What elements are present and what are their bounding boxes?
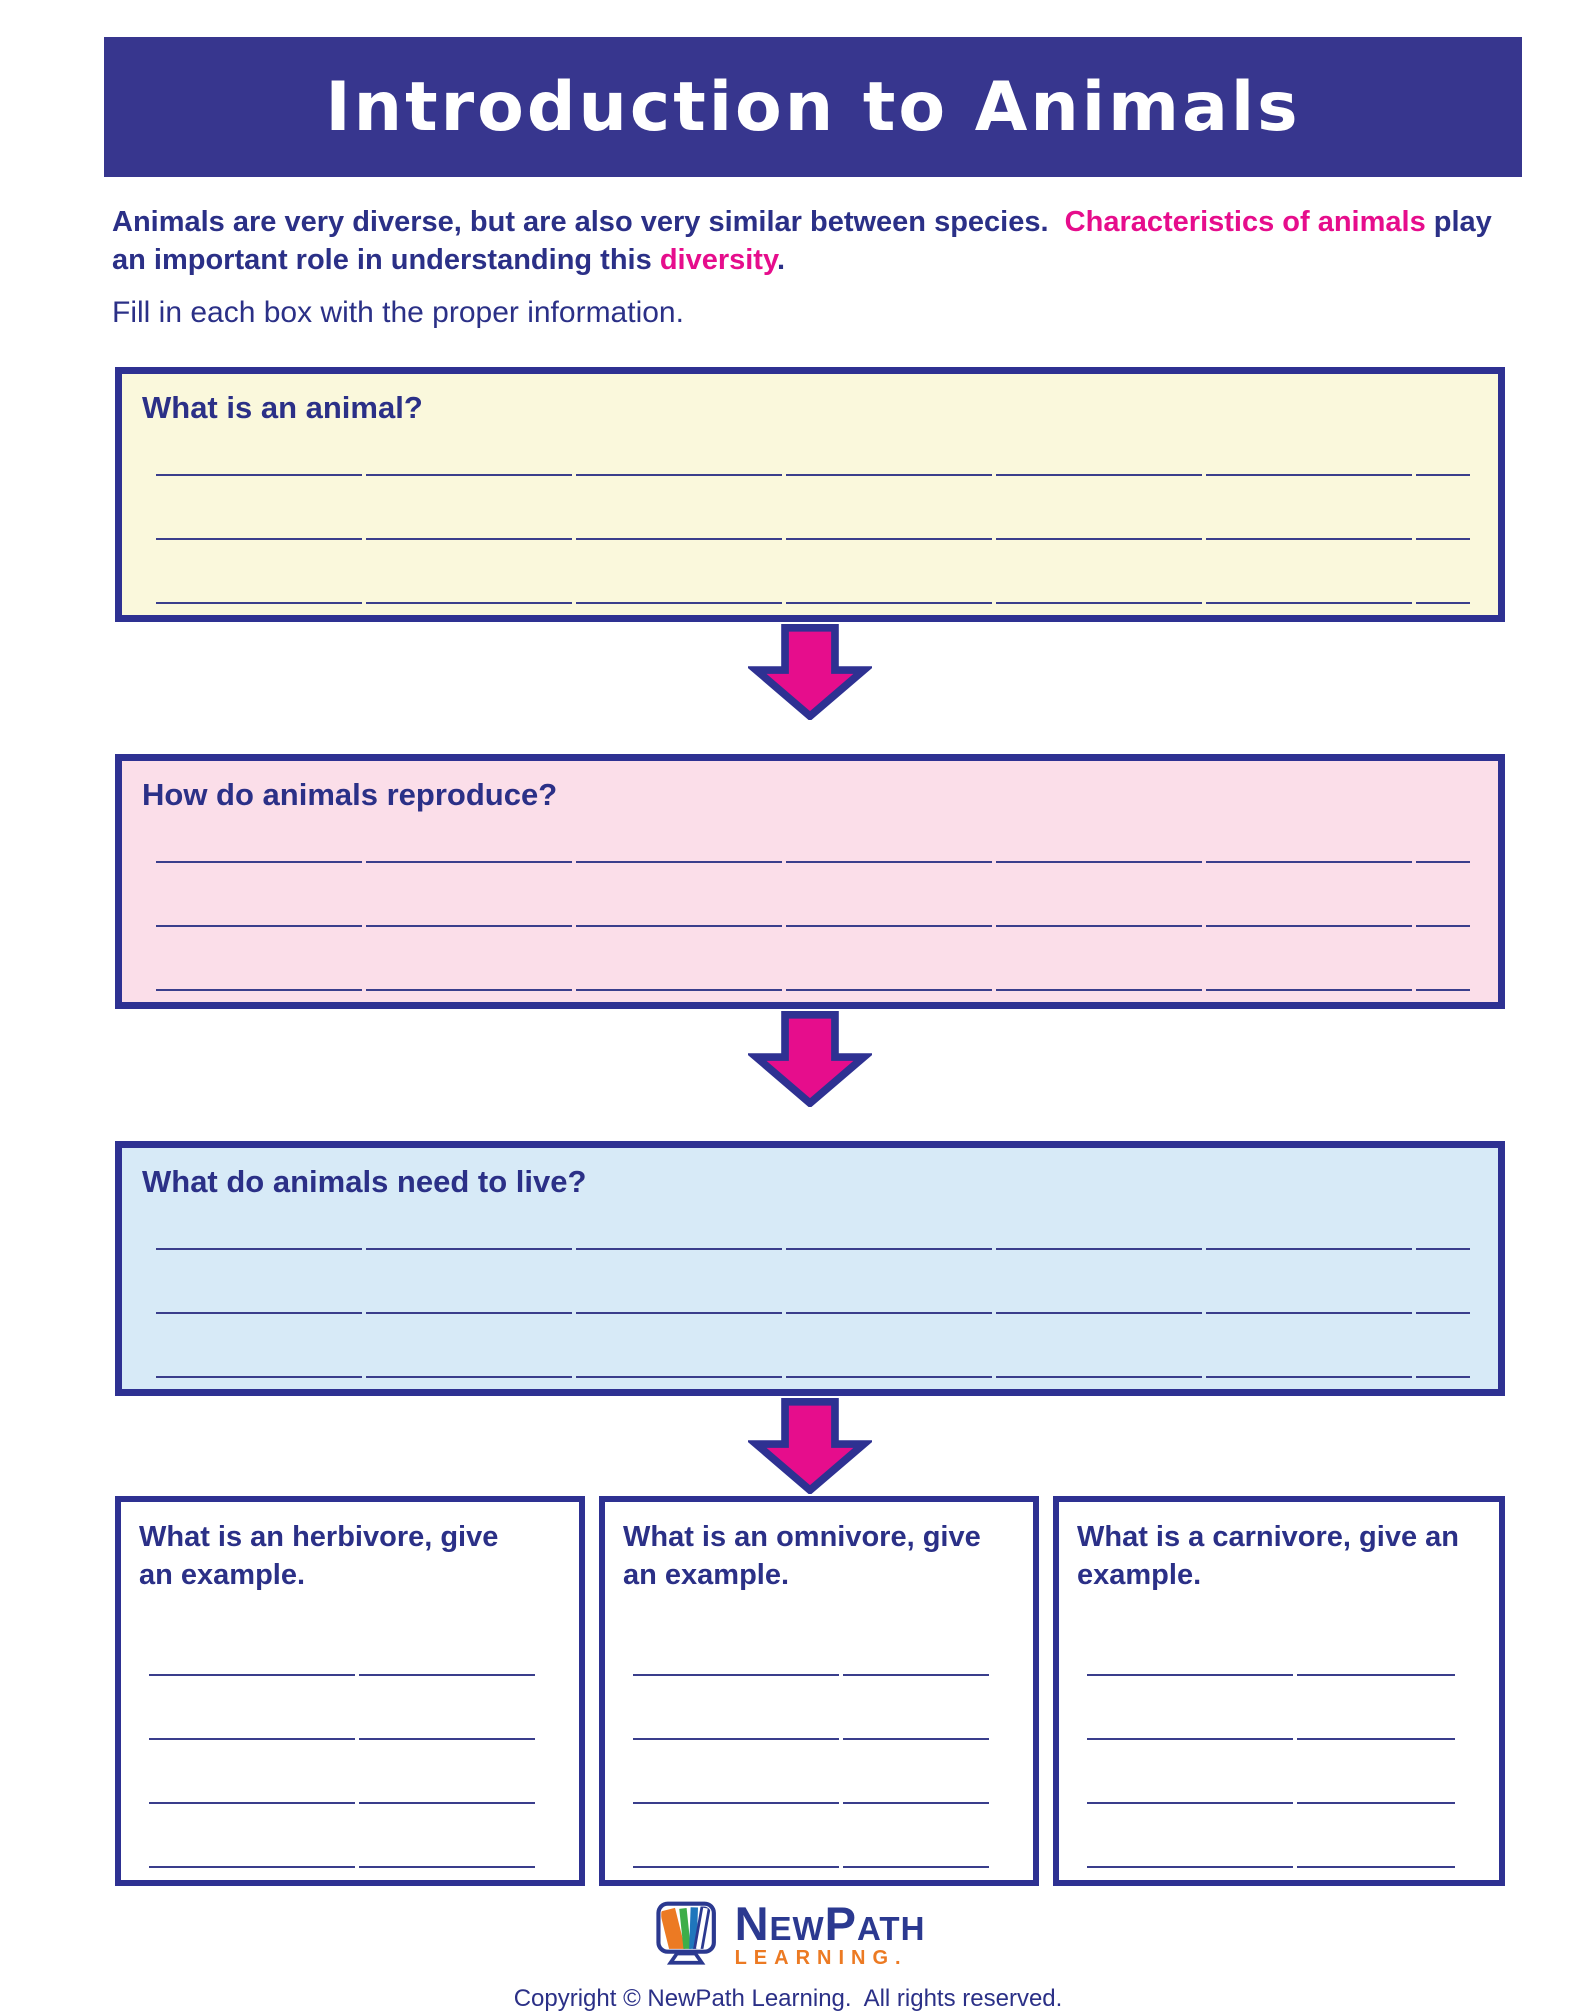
logo-text bbox=[734, 1897, 926, 1972]
box-title-herbivore: What is an herbivore, give an example. bbox=[139, 1521, 499, 1591]
answer-lines bbox=[156, 861, 1470, 991]
answer-line[interactable] bbox=[1087, 1802, 1455, 1804]
logo-wordmark: NewPath bbox=[734, 1897, 926, 1950]
answer-line[interactable] bbox=[156, 1248, 1470, 1250]
intro-highlight-characteristics: Characteristics of animals bbox=[1064, 206, 1426, 238]
box-what-is-an-animal bbox=[115, 367, 1505, 622]
answer-line[interactable] bbox=[633, 1866, 989, 1868]
newpath-logo bbox=[651, 1897, 926, 1972]
instruction-text: Fill in each box with the proper information. bbox=[112, 296, 684, 329]
answer-line[interactable] bbox=[156, 538, 1470, 540]
answer-line[interactable] bbox=[156, 474, 1470, 476]
box-title-carnivore: What is a carnivore, give an example. bbox=[1077, 1521, 1459, 1591]
intro-text-1: Animals are very diverse, but are also very similar between species. bbox=[112, 206, 1065, 238]
box-herbivore bbox=[115, 1496, 585, 1886]
intro-highlight-diversity: diversity bbox=[659, 244, 777, 276]
flow-arrow-3 bbox=[115, 1396, 1505, 1492]
down-arrow-icon bbox=[748, 1398, 872, 1494]
intro-text-2: play an important role in understanding this bbox=[112, 206, 1500, 276]
answer-line[interactable] bbox=[156, 602, 1470, 604]
box-omnivore bbox=[599, 1496, 1039, 1886]
answer-line[interactable] bbox=[1087, 1738, 1455, 1740]
answer-line[interactable] bbox=[149, 1738, 535, 1740]
answer-line[interactable] bbox=[1087, 1674, 1455, 1676]
answer-lines bbox=[149, 1674, 535, 1868]
answer-lines bbox=[633, 1674, 989, 1868]
box-what-do-animals-need-to-live bbox=[115, 1141, 1505, 1396]
intro-text-3: . bbox=[776, 244, 786, 276]
copyright-text: Copyright © NewPath Learning. All rights reserved. bbox=[513, 1985, 1063, 2012]
answer-line[interactable] bbox=[156, 1376, 1470, 1378]
flow-arrow-1 bbox=[115, 622, 1505, 718]
box-carnivore bbox=[1053, 1496, 1505, 1886]
page-title: Introduction to Animals bbox=[325, 67, 1301, 147]
box-title-what-is-an-animal: What is an animal? bbox=[142, 390, 423, 425]
answer-line[interactable] bbox=[149, 1674, 535, 1676]
flow-arrow-2 bbox=[115, 1009, 1505, 1105]
answer-line[interactable] bbox=[633, 1802, 989, 1804]
box-how-do-animals-reproduce bbox=[115, 754, 1505, 1009]
answer-line[interactable] bbox=[149, 1802, 535, 1804]
footer bbox=[0, 1897, 1576, 2013]
answer-line[interactable] bbox=[633, 1674, 989, 1676]
answer-line[interactable] bbox=[149, 1866, 535, 1868]
answer-line[interactable] bbox=[1087, 1866, 1455, 1868]
logo-subtext: LEARNING. bbox=[734, 1947, 908, 1969]
answer-line[interactable] bbox=[156, 989, 1470, 991]
newpath-logo-icon bbox=[651, 1900, 725, 1972]
answer-lines bbox=[156, 1248, 1470, 1378]
bottom-boxes-row bbox=[115, 1496, 1505, 1886]
answer-lines bbox=[1087, 1674, 1455, 1868]
answer-line[interactable] bbox=[633, 1738, 989, 1740]
box-title-what-do-animals-need-to-live: What do animals need to live? bbox=[142, 1164, 587, 1199]
down-arrow-icon bbox=[748, 624, 872, 720]
answer-line[interactable] bbox=[156, 925, 1470, 927]
worksheet-header bbox=[104, 37, 1522, 177]
answer-lines bbox=[156, 474, 1470, 604]
down-arrow-icon bbox=[748, 1011, 872, 1107]
answer-line[interactable] bbox=[156, 861, 1470, 863]
intro-paragraph bbox=[112, 203, 1512, 279]
box-title-how-do-animals-reproduce: How do animals reproduce? bbox=[142, 777, 558, 812]
answer-line[interactable] bbox=[156, 1312, 1470, 1314]
box-title-omnivore: What is an omnivore, give an example. bbox=[623, 1521, 981, 1591]
